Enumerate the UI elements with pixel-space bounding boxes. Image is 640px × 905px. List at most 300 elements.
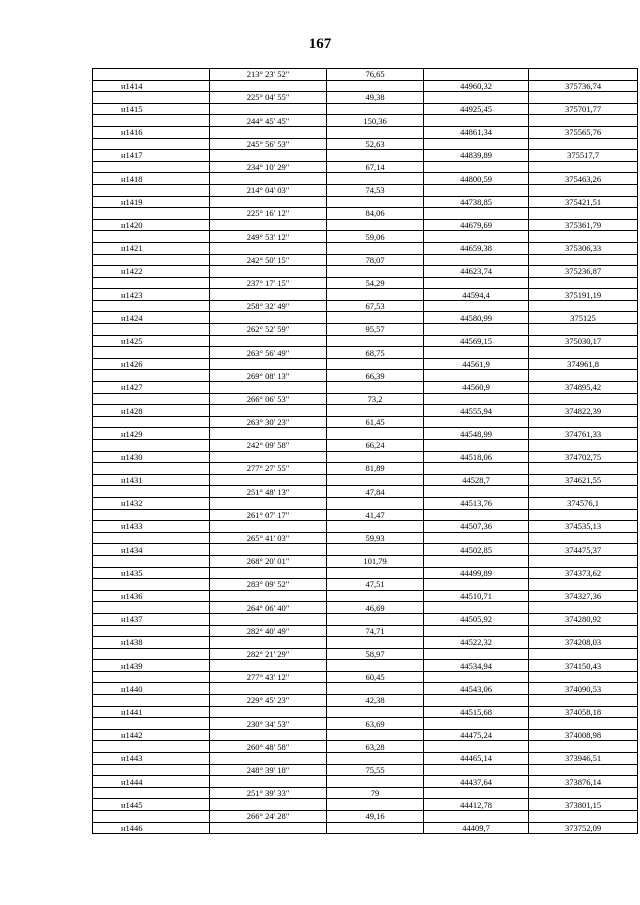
distance-cell: 84,06	[327, 208, 424, 220]
point-id-cell: н1435	[93, 567, 210, 579]
x-coordinate-cell: 44465,14	[424, 753, 529, 765]
y-coordinate-cell	[529, 648, 638, 660]
distance-cell: 60,45	[327, 671, 424, 683]
distance-cell: 150,36	[327, 115, 424, 127]
point-id-cell	[93, 787, 210, 799]
table-row	[93, 567, 638, 579]
y-coordinate-cell	[529, 231, 638, 243]
direction-angle-cell	[210, 289, 327, 301]
point-id-cell	[93, 115, 210, 127]
table-row	[93, 103, 638, 115]
point-id-cell: н1431	[93, 474, 210, 486]
table-row	[93, 764, 638, 776]
direction-angle-cell: 262° 52' 59"	[210, 324, 327, 336]
y-coordinate-cell: 374150,43	[529, 660, 638, 672]
table-row	[93, 463, 638, 475]
point-id-cell: н1436	[93, 590, 210, 602]
distance-cell: 47,51	[327, 579, 424, 591]
y-coordinate-cell: 373876,14	[529, 776, 638, 788]
y-coordinate-cell	[529, 532, 638, 544]
x-coordinate-cell: 44580,99	[424, 312, 529, 324]
x-coordinate-cell	[424, 602, 529, 614]
table-row	[93, 277, 638, 289]
x-coordinate-cell	[424, 184, 529, 196]
x-coordinate-cell	[424, 718, 529, 730]
y-coordinate-cell	[529, 671, 638, 683]
direction-angle-cell	[210, 799, 327, 811]
table-row	[93, 184, 638, 196]
y-coordinate-cell	[529, 718, 638, 730]
y-coordinate-cell	[529, 324, 638, 336]
y-coordinate-cell	[529, 370, 638, 382]
x-coordinate-cell	[424, 440, 529, 452]
direction-angle-cell: 258° 32' 49"	[210, 300, 327, 312]
x-coordinate-cell: 44409,7	[424, 822, 529, 834]
x-coordinate-cell	[424, 254, 529, 266]
distance-cell	[327, 219, 424, 231]
y-coordinate-cell: 374327,36	[529, 590, 638, 602]
y-coordinate-cell	[529, 208, 638, 220]
distance-cell: 68,75	[327, 347, 424, 359]
direction-angle-cell	[210, 637, 327, 649]
table-row	[93, 219, 638, 231]
x-coordinate-cell	[424, 370, 529, 382]
direction-angle-cell: 234° 10' 29"	[210, 161, 327, 173]
x-coordinate-cell	[424, 69, 529, 81]
direction-angle-cell	[210, 521, 327, 533]
table-row	[93, 613, 638, 625]
y-coordinate-cell: 374621,55	[529, 474, 638, 486]
x-coordinate-cell: 44659,38	[424, 242, 529, 254]
direction-angle-cell	[210, 706, 327, 718]
table-row	[93, 242, 638, 254]
table-row	[93, 428, 638, 440]
direction-angle-cell	[210, 382, 327, 394]
point-id-cell: н1441	[93, 706, 210, 718]
table-row	[93, 695, 638, 707]
x-coordinate-cell: 44560,9	[424, 382, 529, 394]
point-id-cell: н1433	[93, 521, 210, 533]
distance-cell: 47,84	[327, 486, 424, 498]
table-row	[93, 741, 638, 753]
table-row	[93, 370, 638, 382]
y-coordinate-cell	[529, 787, 638, 799]
y-coordinate-cell: 374280,92	[529, 613, 638, 625]
direction-angle-cell	[210, 776, 327, 788]
direction-angle-cell	[210, 613, 327, 625]
point-id-cell: н1415	[93, 103, 210, 115]
x-coordinate-cell	[424, 231, 529, 243]
y-coordinate-cell	[529, 741, 638, 753]
direction-angle-cell	[210, 80, 327, 92]
direction-angle-cell: 277° 43' 12"	[210, 671, 327, 683]
y-coordinate-cell: 374895,42	[529, 382, 638, 394]
distance-cell	[327, 405, 424, 417]
x-coordinate-cell: 44679,69	[424, 219, 529, 231]
direction-angle-cell: 251° 39' 33"	[210, 787, 327, 799]
table-row	[93, 335, 638, 347]
distance-cell: 76,65	[327, 69, 424, 81]
point-id-cell: н1419	[93, 196, 210, 208]
y-coordinate-cell: 375125	[529, 312, 638, 324]
y-coordinate-cell	[529, 486, 638, 498]
distance-cell: 41,47	[327, 509, 424, 521]
table-row	[93, 300, 638, 312]
x-coordinate-cell: 44475,24	[424, 729, 529, 741]
direction-angle-cell: 225° 16' 12"	[210, 208, 327, 220]
x-coordinate-cell: 44548,99	[424, 428, 529, 440]
table-row	[93, 126, 638, 138]
point-id-cell: н1445	[93, 799, 210, 811]
y-coordinate-cell: 375236,87	[529, 266, 638, 278]
distance-cell	[327, 451, 424, 463]
table-row	[93, 729, 638, 741]
table-row	[93, 451, 638, 463]
direction-angle-cell	[210, 335, 327, 347]
distance-cell: 66,39	[327, 370, 424, 382]
y-coordinate-cell	[529, 347, 638, 359]
direction-angle-cell: 242° 09' 58"	[210, 440, 327, 452]
x-coordinate-cell: 44515,68	[424, 706, 529, 718]
distance-cell: 59,93	[327, 532, 424, 544]
point-id-cell: н1442	[93, 729, 210, 741]
x-coordinate-cell: 44534,94	[424, 660, 529, 672]
x-coordinate-cell	[424, 764, 529, 776]
table-row	[93, 683, 638, 695]
point-id-cell	[93, 811, 210, 823]
point-id-cell	[93, 184, 210, 196]
table-row	[93, 161, 638, 173]
distance-cell	[327, 382, 424, 394]
point-id-cell	[93, 254, 210, 266]
x-coordinate-cell	[424, 695, 529, 707]
point-id-cell	[93, 463, 210, 475]
distance-cell	[327, 613, 424, 625]
x-coordinate-cell	[424, 787, 529, 799]
point-id-cell	[93, 92, 210, 104]
table-row	[93, 474, 638, 486]
distance-cell: 73,2	[327, 393, 424, 405]
point-id-cell	[93, 440, 210, 452]
y-coordinate-cell	[529, 300, 638, 312]
y-coordinate-cell: 375736,74	[529, 80, 638, 92]
point-id-cell: н1425	[93, 335, 210, 347]
point-id-cell: н1421	[93, 242, 210, 254]
direction-angle-cell: 242° 50' 15"	[210, 254, 327, 266]
table-row	[93, 138, 638, 150]
direction-angle-cell: 261° 07' 17"	[210, 509, 327, 521]
direction-angle-cell: 269° 08' 13"	[210, 370, 327, 382]
point-id-cell	[93, 671, 210, 683]
table-row	[93, 753, 638, 765]
y-coordinate-cell	[529, 602, 638, 614]
x-coordinate-cell: 44528,7	[424, 474, 529, 486]
direction-angle-cell	[210, 312, 327, 324]
x-coordinate-cell: 44960,32	[424, 80, 529, 92]
x-coordinate-cell: 44518,06	[424, 451, 529, 463]
point-id-cell	[93, 718, 210, 730]
distance-cell: 95,57	[327, 324, 424, 336]
direction-angle-cell: 225° 04' 55"	[210, 92, 327, 104]
y-coordinate-cell	[529, 695, 638, 707]
point-id-cell	[93, 277, 210, 289]
y-coordinate-cell	[529, 811, 638, 823]
point-id-cell: н1439	[93, 660, 210, 672]
direction-angle-cell: 277° 27' 55"	[210, 463, 327, 475]
y-coordinate-cell: 374761,33	[529, 428, 638, 440]
table-row	[93, 150, 638, 162]
direction-angle-cell: 213° 23' 52"	[210, 69, 327, 81]
table-row	[93, 776, 638, 788]
distance-cell	[327, 683, 424, 695]
point-id-cell: н1426	[93, 358, 210, 370]
table-row	[93, 405, 638, 417]
x-coordinate-cell	[424, 277, 529, 289]
distance-cell	[327, 497, 424, 509]
table-row	[93, 208, 638, 220]
x-coordinate-cell	[424, 579, 529, 591]
table-row	[93, 590, 638, 602]
distance-cell: 58,97	[327, 648, 424, 660]
table-row	[93, 254, 638, 266]
table-row	[93, 440, 638, 452]
x-coordinate-cell	[424, 208, 529, 220]
distance-cell: 54,29	[327, 277, 424, 289]
x-coordinate-cell	[424, 509, 529, 521]
x-coordinate-cell: 44510,71	[424, 590, 529, 602]
y-coordinate-cell	[529, 555, 638, 567]
y-coordinate-cell: 374535,13	[529, 521, 638, 533]
y-coordinate-cell	[529, 463, 638, 475]
table-row	[93, 486, 638, 498]
point-id-cell: н1424	[93, 312, 210, 324]
point-id-cell	[93, 532, 210, 544]
table-row	[93, 660, 638, 672]
direction-angle-cell: 249° 53' 12"	[210, 231, 327, 243]
y-coordinate-cell: 374058,18	[529, 706, 638, 718]
distance-cell: 79	[327, 787, 424, 799]
direction-angle-cell	[210, 126, 327, 138]
y-coordinate-cell: 374475,37	[529, 544, 638, 556]
x-coordinate-cell: 44522,32	[424, 637, 529, 649]
x-coordinate-cell: 44623,74	[424, 266, 529, 278]
table-row	[93, 69, 638, 81]
table-row	[93, 358, 638, 370]
distance-cell: 63,69	[327, 718, 424, 730]
distance-cell: 66,24	[327, 440, 424, 452]
distance-cell	[327, 266, 424, 278]
x-coordinate-cell: 44861,34	[424, 126, 529, 138]
distance-cell: 81,89	[327, 463, 424, 475]
point-id-cell	[93, 648, 210, 660]
point-id-cell: н1428	[93, 405, 210, 417]
x-coordinate-cell: 44569,15	[424, 335, 529, 347]
distance-cell	[327, 567, 424, 579]
table-row	[93, 115, 638, 127]
y-coordinate-cell	[529, 509, 638, 521]
y-coordinate-cell	[529, 138, 638, 150]
x-coordinate-cell: 44800,59	[424, 173, 529, 185]
x-coordinate-cell	[424, 811, 529, 823]
x-coordinate-cell	[424, 555, 529, 567]
table-row	[93, 196, 638, 208]
direction-angle-cell	[210, 822, 327, 834]
table-row	[93, 555, 638, 567]
y-coordinate-cell	[529, 416, 638, 428]
distance-cell	[327, 590, 424, 602]
point-id-cell: н1438	[93, 637, 210, 649]
point-id-cell	[93, 161, 210, 173]
direction-angle-cell: 266° 06' 53"	[210, 393, 327, 405]
coordinates-table	[92, 68, 638, 834]
point-id-cell	[93, 393, 210, 405]
direction-angle-cell	[210, 196, 327, 208]
direction-angle-cell: 260° 48' 58"	[210, 741, 327, 753]
distance-cell: 52,63	[327, 138, 424, 150]
y-coordinate-cell: 374090,53	[529, 683, 638, 695]
distance-cell	[327, 660, 424, 672]
point-id-cell	[93, 300, 210, 312]
direction-angle-cell: 266° 24' 28"	[210, 811, 327, 823]
point-id-cell	[93, 347, 210, 359]
x-coordinate-cell: 44561,9	[424, 358, 529, 370]
direction-angle-cell	[210, 173, 327, 185]
distance-cell: 75,55	[327, 764, 424, 776]
table-row	[93, 231, 638, 243]
x-coordinate-cell	[424, 115, 529, 127]
point-id-cell: н1432	[93, 497, 210, 509]
direction-angle-cell: 251° 48' 13"	[210, 486, 327, 498]
y-coordinate-cell: 374008,98	[529, 729, 638, 741]
distance-cell	[327, 706, 424, 718]
direction-angle-cell	[210, 544, 327, 556]
direction-angle-cell	[210, 266, 327, 278]
x-coordinate-cell	[424, 625, 529, 637]
direction-angle-cell: 229° 45' 23"	[210, 695, 327, 707]
y-coordinate-cell	[529, 277, 638, 289]
direction-angle-cell	[210, 428, 327, 440]
table-row	[93, 521, 638, 533]
point-id-cell	[93, 416, 210, 428]
point-id-cell	[93, 324, 210, 336]
x-coordinate-cell	[424, 671, 529, 683]
point-id-cell: н1430	[93, 451, 210, 463]
direction-angle-cell	[210, 753, 327, 765]
y-coordinate-cell: 373801,15	[529, 799, 638, 811]
y-coordinate-cell: 374208,03	[529, 637, 638, 649]
table-row	[93, 393, 638, 405]
point-id-cell	[93, 555, 210, 567]
distance-cell	[327, 729, 424, 741]
direction-angle-cell	[210, 451, 327, 463]
table-row	[93, 92, 638, 104]
y-coordinate-cell: 375361,79	[529, 219, 638, 231]
point-id-cell: н1420	[93, 219, 210, 231]
point-id-cell	[93, 486, 210, 498]
table-row	[93, 799, 638, 811]
x-coordinate-cell	[424, 741, 529, 753]
distance-cell: 61,45	[327, 416, 424, 428]
distance-cell	[327, 799, 424, 811]
distance-cell	[327, 358, 424, 370]
distance-cell: 78,07	[327, 254, 424, 266]
distance-cell	[327, 196, 424, 208]
direction-angle-cell	[210, 474, 327, 486]
distance-cell	[327, 150, 424, 162]
table-row	[93, 266, 638, 278]
direction-angle-cell	[210, 405, 327, 417]
table-row	[93, 718, 638, 730]
table-row	[93, 382, 638, 394]
page-number: 167	[308, 36, 332, 52]
point-id-cell: н1429	[93, 428, 210, 440]
y-coordinate-cell	[529, 69, 638, 81]
x-coordinate-cell: 44738,85	[424, 196, 529, 208]
distance-cell	[327, 80, 424, 92]
distance-cell: 74,71	[327, 625, 424, 637]
distance-cell: 59,06	[327, 231, 424, 243]
coordinates-table-body	[93, 69, 638, 834]
x-coordinate-cell: 44502,85	[424, 544, 529, 556]
distance-cell: 67,14	[327, 161, 424, 173]
x-coordinate-cell: 44594,4	[424, 289, 529, 301]
direction-angle-cell: 283° 09' 52"	[210, 579, 327, 591]
x-coordinate-cell	[424, 138, 529, 150]
x-coordinate-cell	[424, 532, 529, 544]
table-row	[93, 706, 638, 718]
y-coordinate-cell	[529, 92, 638, 104]
y-coordinate-cell	[529, 254, 638, 266]
point-id-cell	[93, 509, 210, 521]
direction-angle-cell: 245° 56' 53"	[210, 138, 327, 150]
direction-angle-cell	[210, 683, 327, 695]
point-id-cell	[93, 695, 210, 707]
direction-angle-cell: 214° 04' 03"	[210, 184, 327, 196]
point-id-cell: н1417	[93, 150, 210, 162]
distance-cell	[327, 776, 424, 788]
x-coordinate-cell: 44499,89	[424, 567, 529, 579]
direction-angle-cell: 237° 17' 15"	[210, 277, 327, 289]
direction-angle-cell: 282° 21' 29"	[210, 648, 327, 660]
direction-angle-cell: 282° 40' 49"	[210, 625, 327, 637]
table-row	[93, 497, 638, 509]
table-row	[93, 822, 638, 834]
distance-cell	[327, 335, 424, 347]
point-id-cell: н1414	[93, 80, 210, 92]
table-row	[93, 625, 638, 637]
point-id-cell: н1446	[93, 822, 210, 834]
direction-angle-cell: 263° 56' 49"	[210, 347, 327, 359]
distance-cell	[327, 753, 424, 765]
point-id-cell: н1416	[93, 126, 210, 138]
table-row	[93, 811, 638, 823]
table-row	[93, 312, 638, 324]
table-row	[93, 347, 638, 359]
point-id-cell	[93, 138, 210, 150]
y-coordinate-cell	[529, 625, 638, 637]
x-coordinate-cell: 44505,92	[424, 613, 529, 625]
table-row	[93, 602, 638, 614]
table-row	[93, 80, 638, 92]
direction-angle-cell	[210, 497, 327, 509]
x-coordinate-cell	[424, 393, 529, 405]
point-id-cell	[93, 764, 210, 776]
direction-angle-cell: 268° 20' 01"	[210, 555, 327, 567]
y-coordinate-cell: 374373,62	[529, 567, 638, 579]
distance-cell: 46,69	[327, 602, 424, 614]
table-row	[93, 509, 638, 521]
distance-cell	[327, 474, 424, 486]
